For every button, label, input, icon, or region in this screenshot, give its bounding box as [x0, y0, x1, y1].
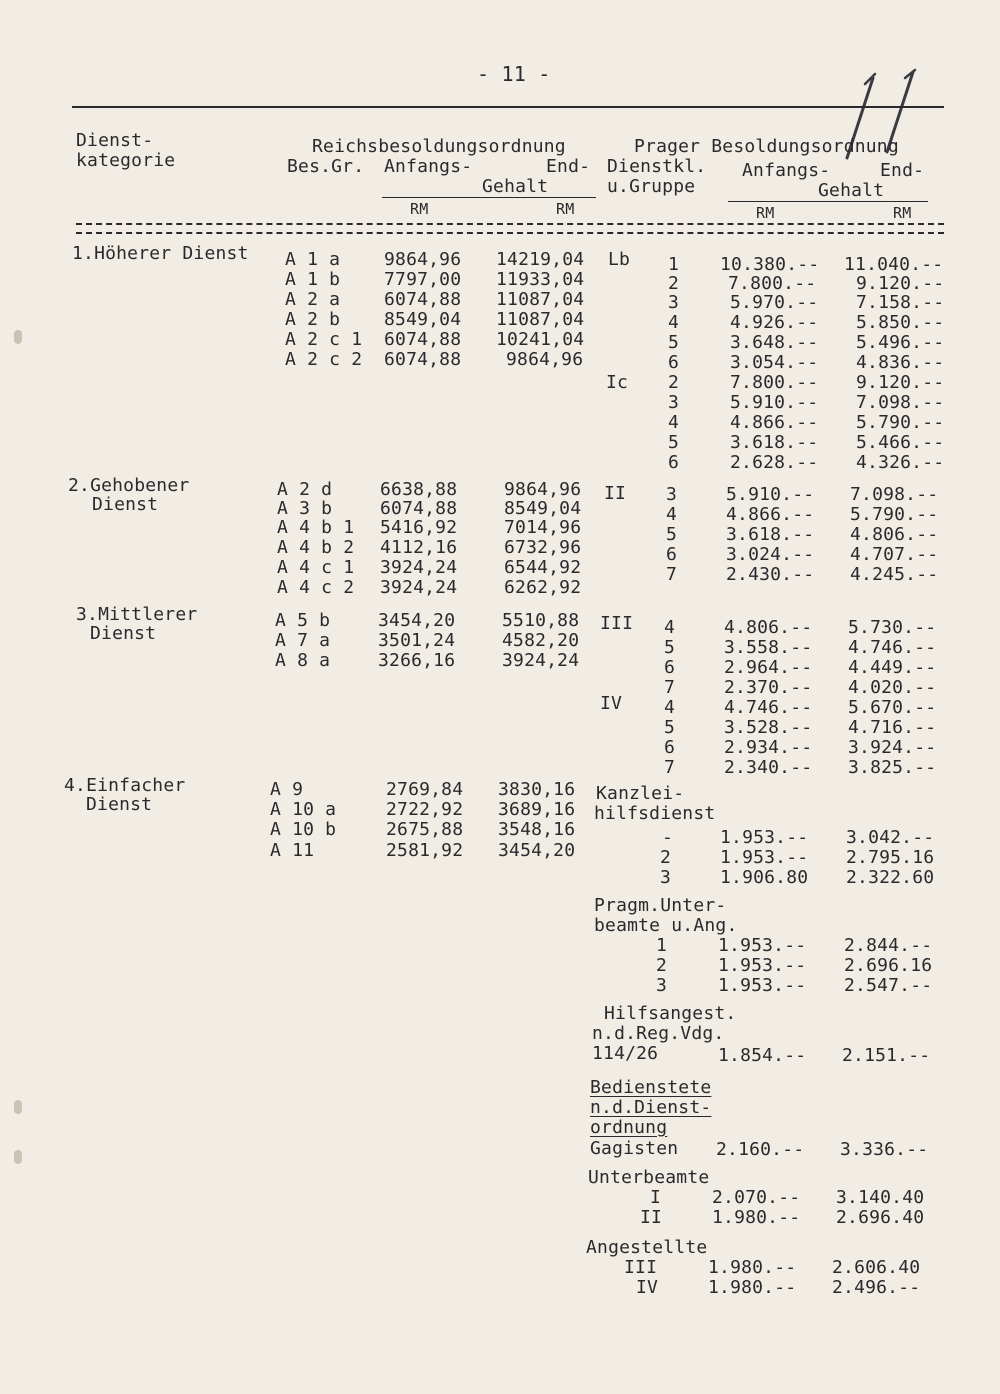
reich-end-salary-cell: 3548,16	[498, 819, 576, 840]
prague-group-cell: 6	[664, 737, 676, 758]
prague-start-salary-cell: 7.800.--	[728, 273, 817, 294]
prague-start-salary-cell: 3.054.--	[730, 352, 819, 373]
prague-end-salary-cell: 7.098.--	[856, 392, 945, 413]
reich-end-salary-cell: 9864,96	[506, 349, 584, 370]
header-category-2: kategorie	[76, 150, 176, 171]
prague-start-salary-cell: 2.370.--	[724, 677, 813, 698]
prague-start-salary-cell: 4.866.--	[730, 412, 819, 433]
prague-group-cell: 6	[666, 544, 678, 565]
reich-group-cell: A 9	[270, 779, 304, 800]
prague-group-cell: 3	[668, 392, 680, 413]
prague-label-kanzlei-2: hilfsdienst	[594, 803, 716, 824]
prague-start-salary-cell: 2.340.--	[724, 757, 813, 778]
reich-group-cell: A 2 b	[285, 309, 341, 330]
prague-group-cell: 7	[666, 564, 678, 585]
page-number: - 11 -	[477, 62, 551, 86]
prague-end-salary-cell: 4.716.--	[848, 717, 937, 738]
reich-start-salary-cell: 6074,88	[384, 289, 462, 310]
reich-start-salary-cell: 2581,92	[386, 840, 464, 861]
reich-start-salary-cell: 5416,92	[380, 517, 458, 538]
reich-start-salary-cell: 3924,24	[380, 577, 458, 598]
prague-label-iii: III	[600, 613, 634, 634]
reich-group-cell: A 1 b	[285, 269, 341, 290]
prague-group-cell: -	[662, 827, 674, 848]
reich-start-salary-cell: 4112,16	[380, 537, 458, 558]
header-category-1: Dienst-	[76, 130, 154, 151]
punch-mark	[14, 330, 22, 344]
reich-end-salary-cell: 8549,04	[504, 498, 582, 519]
prague-end-salary-cell: 2.795.16	[846, 847, 935, 868]
prague-group-cell: I	[650, 1187, 662, 1208]
prague-group-cell: 5	[664, 717, 676, 738]
prague-end-salary-cell: 9.120.--	[856, 372, 945, 393]
header-prague-rm-2: RM	[893, 204, 912, 222]
prague-end-salary-cell: 7.158.--	[856, 292, 945, 313]
prague-group-cell: 5	[668, 432, 680, 453]
prague-end-salary-cell: 2.696.16	[844, 955, 933, 976]
prague-end-salary-cell: 4.326.--	[856, 452, 945, 473]
prague-label-hilfs-3: 114/26	[592, 1043, 659, 1064]
prague-end-salary-cell: 2.496.--	[832, 1277, 921, 1298]
prague-end-salary-cell: 2.696.40	[836, 1207, 925, 1228]
prague-start-salary-cell: 3.558.--	[724, 637, 813, 658]
prague-label-gagisten: Gagisten	[590, 1138, 679, 1159]
prague-start-salary-cell: 3.618.--	[730, 432, 819, 453]
prague-end-salary-cell: 4.806.--	[850, 524, 939, 545]
header-reich-end: End-	[546, 156, 591, 177]
reich-end-salary-cell: 7014,96	[504, 517, 582, 538]
header-prague-rm-1: RM	[756, 204, 775, 222]
header-reich-rm-2: RM	[556, 200, 575, 218]
header-prague-start: Anfangs-	[742, 160, 831, 181]
prague-label-unterbeamte: Unterbeamte	[588, 1167, 710, 1188]
prague-end-salary-cell: 5.790.--	[850, 504, 939, 525]
prague-start-salary-cell: 5.910.--	[730, 392, 819, 413]
prague-end-salary-cell: 11.040.--	[844, 254, 944, 275]
reich-group-cell: A 10 b	[270, 819, 337, 840]
prague-group-cell: 3	[656, 975, 668, 996]
reich-start-salary-cell: 3454,20	[378, 610, 456, 631]
header-prague-salary: Gehalt	[818, 180, 885, 201]
prague-label-bedienstete-3: ordnung	[590, 1117, 668, 1138]
reich-group-cell: A 1 a	[285, 249, 341, 270]
prague-start-salary-cell: 1.953.--	[718, 975, 807, 996]
prague-start-salary-cell: 2.160.--	[716, 1139, 805, 1160]
prague-end-salary-cell: 4.020.--	[848, 677, 937, 698]
prague-start-salary-cell: 10.380.--	[720, 254, 820, 275]
reich-end-salary-cell: 11087,04	[496, 309, 585, 330]
prague-label-kanzlei: Kanzlei-	[596, 783, 685, 804]
prague-start-salary-cell: 3.024.--	[726, 544, 815, 565]
reich-start-salary-cell: 3501,24	[378, 630, 456, 651]
prague-end-salary-cell: 2.151.--	[842, 1045, 931, 1066]
prague-group-cell: 4	[664, 697, 676, 718]
prague-end-salary-cell: 5.496.--	[856, 332, 945, 353]
reich-end-salary-cell: 10241,04	[496, 329, 585, 350]
reich-group-cell: A 3 b	[277, 498, 333, 519]
header-reich-title: Reichsbesoldungsordnung	[312, 136, 566, 157]
prague-group-cell: 5	[668, 332, 680, 353]
prague-end-salary-cell: 4.746.--	[848, 637, 937, 658]
prague-group-cell: 7	[664, 677, 676, 698]
prague-start-salary-cell: 7.800.--	[730, 372, 819, 393]
prague-start-salary-cell: 4.866.--	[726, 504, 815, 525]
reich-end-salary-cell: 5510,88	[502, 610, 580, 631]
prague-label-hilfs-2: n.d.Reg.Vdg.	[592, 1023, 725, 1044]
prague-label-bedienstete-2: n.d.Dienst-	[590, 1097, 712, 1118]
reich-start-salary-cell: 6074,88	[384, 349, 462, 370]
header-reich-rule	[382, 197, 596, 198]
prague-start-salary-cell: 1.953.--	[720, 847, 809, 868]
prague-label-lb: Lb	[608, 249, 631, 270]
prague-end-salary-cell: 5.466.--	[856, 432, 945, 453]
reich-group-cell: A 11	[270, 840, 315, 861]
prague-group-cell: 6	[668, 452, 680, 473]
prague-end-salary-cell: 5.730.--	[848, 617, 937, 638]
prague-end-salary-cell: 9.120.--	[856, 273, 945, 294]
reich-end-salary-cell: 14219,04	[496, 249, 585, 270]
category-mittlerer-dienst-2: Dienst	[90, 623, 157, 644]
prague-group-cell: IV	[636, 1277, 659, 1298]
header-bottom-rule-2	[76, 232, 944, 234]
header-prague-rule	[728, 201, 928, 202]
prague-end-salary-cell: 2.606.40	[832, 1257, 921, 1278]
prague-end-salary-cell: 4.707.--	[850, 544, 939, 565]
category-gehobener-dienst-2: Dienst	[92, 494, 159, 515]
prague-group-cell: 4	[664, 617, 676, 638]
prague-start-salary-cell: 5.970.--	[730, 292, 819, 313]
reich-start-salary-cell: 7797,00	[384, 269, 462, 290]
prague-end-salary-cell: 4.245.--	[850, 564, 939, 585]
reich-group-cell: A 4 c 2	[277, 577, 355, 598]
prague-start-salary-cell: 4.746.--	[724, 697, 813, 718]
prague-group-cell: 3	[660, 867, 672, 888]
reich-end-salary-cell: 3454,20	[498, 840, 576, 861]
punch-mark	[14, 1150, 22, 1164]
reich-group-cell: A 2 c 2	[285, 349, 363, 370]
header-reich-group: Bes.Gr.	[287, 156, 365, 177]
header-top-rule	[72, 106, 944, 108]
category-einfacher-dienst-2: Dienst	[86, 794, 153, 815]
reich-start-salary-cell: 6638,88	[380, 479, 458, 500]
reich-group-cell: A 2 d	[277, 479, 333, 500]
prague-label-pragm: Pragm.Unter-	[594, 895, 727, 916]
prague-start-salary-cell: 2.964.--	[724, 657, 813, 678]
category-gehobener-dienst: 2.Gehobener	[68, 475, 190, 496]
prague-group-cell: 3	[668, 292, 680, 313]
header-reich-salary: Gehalt	[482, 176, 549, 197]
prague-group-cell: II	[640, 1207, 663, 1228]
prague-end-salary-cell: 3.825.--	[848, 757, 937, 778]
prague-start-salary-cell: 1.906.80	[720, 867, 809, 888]
reich-start-salary-cell: 3266,16	[378, 650, 456, 671]
reich-group-cell: A 4 c 1	[277, 557, 355, 578]
reich-start-salary-cell: 2675,88	[386, 819, 464, 840]
header-prague-end: End-	[880, 160, 925, 181]
prague-start-salary-cell: 3.528.--	[724, 717, 813, 738]
prague-start-salary-cell: 3.648.--	[730, 332, 819, 353]
reich-end-salary-cell: 6732,96	[504, 537, 582, 558]
prague-group-cell: 7	[664, 757, 676, 778]
reich-end-salary-cell: 3689,16	[498, 799, 576, 820]
prague-end-salary-cell: 3.140.40	[836, 1187, 925, 1208]
reich-end-salary-cell: 6544,92	[504, 557, 582, 578]
prague-label-hilfs: Hilfsangest.	[604, 1003, 737, 1024]
reich-start-salary-cell: 9864,96	[384, 249, 462, 270]
reich-end-salary-cell: 11087,04	[496, 289, 585, 310]
reich-group-cell: A 4 b 2	[277, 537, 355, 558]
reich-start-salary-cell: 2722,92	[386, 799, 464, 820]
reich-start-salary-cell: 2769,84	[386, 779, 464, 800]
prague-start-salary-cell: 1.953.--	[718, 935, 807, 956]
header-reich-rm-1: RM	[410, 200, 429, 218]
prague-start-salary-cell: 3.618.--	[726, 524, 815, 545]
prague-label-angestellte: Angestellte	[586, 1237, 708, 1258]
reich-end-salary-cell: 11933,04	[496, 269, 585, 290]
header-reich-start: Anfangs-	[384, 156, 473, 177]
reich-group-cell: A 10 a	[270, 799, 337, 820]
reich-start-salary-cell: 6074,88	[384, 329, 462, 350]
prague-group-cell: 1	[668, 254, 680, 275]
reich-group-cell: A 2 a	[285, 289, 341, 310]
prague-end-salary-cell: 2.547.--	[844, 975, 933, 996]
prague-end-salary-cell: 4.836.--	[856, 352, 945, 373]
prague-group-cell: 6	[668, 352, 680, 373]
prague-group-cell: 1	[656, 935, 668, 956]
punch-mark	[14, 1100, 22, 1114]
reich-group-cell: A 2 c 1	[285, 329, 363, 350]
prague-start-salary-cell: 1.980.--	[708, 1257, 797, 1278]
prague-start-salary-cell: 2.070.--	[712, 1187, 801, 1208]
reich-end-salary-cell: 3830,16	[498, 779, 576, 800]
prague-label-pragm-2: beamte u.Ang.	[594, 915, 738, 936]
category-einfacher-dienst: 4.Einfacher	[64, 775, 186, 796]
header-bottom-rule	[76, 223, 944, 225]
prague-group-cell: 4	[666, 504, 678, 525]
prague-start-salary-cell: 2.430.--	[726, 564, 815, 585]
prague-group-cell: 3	[666, 484, 678, 505]
prague-group-cell: 2	[668, 372, 680, 393]
prague-end-salary-cell: 5.670.--	[848, 697, 937, 718]
prague-start-salary-cell: 1.854.--	[718, 1045, 807, 1066]
category-hoeherer-dienst: 1.Höherer Dienst	[72, 243, 249, 264]
prague-start-salary-cell: 1.980.--	[708, 1277, 797, 1298]
prague-group-cell: 6	[664, 657, 676, 678]
prague-start-salary-cell: 4.926.--	[730, 312, 819, 333]
reich-group-cell: A 5 b	[275, 610, 331, 631]
prague-end-salary-cell: 4.449.--	[848, 657, 937, 678]
reich-end-salary-cell: 9864,96	[504, 479, 582, 500]
header-prague-class-2: u.Gruppe	[607, 176, 696, 197]
prague-group-cell: 4	[668, 312, 680, 333]
prague-group-cell: 2	[656, 955, 668, 976]
prague-group-cell: III	[624, 1257, 658, 1278]
prague-label-ic: Ic	[606, 372, 629, 393]
reich-start-salary-cell: 3924,24	[380, 557, 458, 578]
prague-end-salary-cell: 3.042.--	[846, 827, 935, 848]
prague-label-iv: IV	[600, 693, 623, 714]
prague-end-salary-cell: 7.098.--	[850, 484, 939, 505]
reich-start-salary-cell: 6074,88	[380, 498, 458, 519]
prague-end-salary-cell: 5.790.--	[856, 412, 945, 433]
reich-end-salary-cell: 3924,24	[502, 650, 580, 671]
prague-start-salary-cell: 4.806.--	[724, 617, 813, 638]
prague-start-salary-cell: 2.934.--	[724, 737, 813, 758]
reich-end-salary-cell: 4582,20	[502, 630, 580, 651]
prague-group-cell: 2	[660, 847, 672, 868]
prague-start-salary-cell: 1.980.--	[712, 1207, 801, 1228]
prague-label-ii: II	[604, 483, 627, 504]
header-prague-title: Prager Besoldungsordnung	[634, 136, 899, 157]
prague-start-salary-cell: 1.953.--	[720, 827, 809, 848]
prague-start-salary-cell: 5.910.--	[726, 484, 815, 505]
prague-group-cell: 5	[666, 524, 678, 545]
prague-group-cell: 4	[668, 412, 680, 433]
prague-group-cell: 5	[664, 637, 676, 658]
prague-group-cell: 2	[668, 273, 680, 294]
reich-group-cell: A 4 b 1	[277, 517, 355, 538]
prague-end-salary-cell: 3.336.--	[840, 1139, 929, 1160]
reich-group-cell: A 8 a	[275, 650, 331, 671]
prague-end-salary-cell: 3.924.--	[848, 737, 937, 758]
prague-end-salary-cell: 2.322.60	[846, 867, 935, 888]
reich-end-salary-cell: 6262,92	[504, 577, 582, 598]
prague-label-bedienstete: Bedienstete	[590, 1077, 712, 1098]
reich-start-salary-cell: 8549,04	[384, 309, 462, 330]
prague-start-salary-cell: 2.628.--	[730, 452, 819, 473]
prague-end-salary-cell: 2.844.--	[844, 935, 933, 956]
category-mittlerer-dienst: 3.Mittlerer	[76, 604, 198, 625]
header-prague-class-1: Dienstkl.	[607, 156, 707, 177]
prague-start-salary-cell: 1.953.--	[718, 955, 807, 976]
reich-group-cell: A 7 a	[275, 630, 331, 651]
prague-end-salary-cell: 5.850.--	[856, 312, 945, 333]
